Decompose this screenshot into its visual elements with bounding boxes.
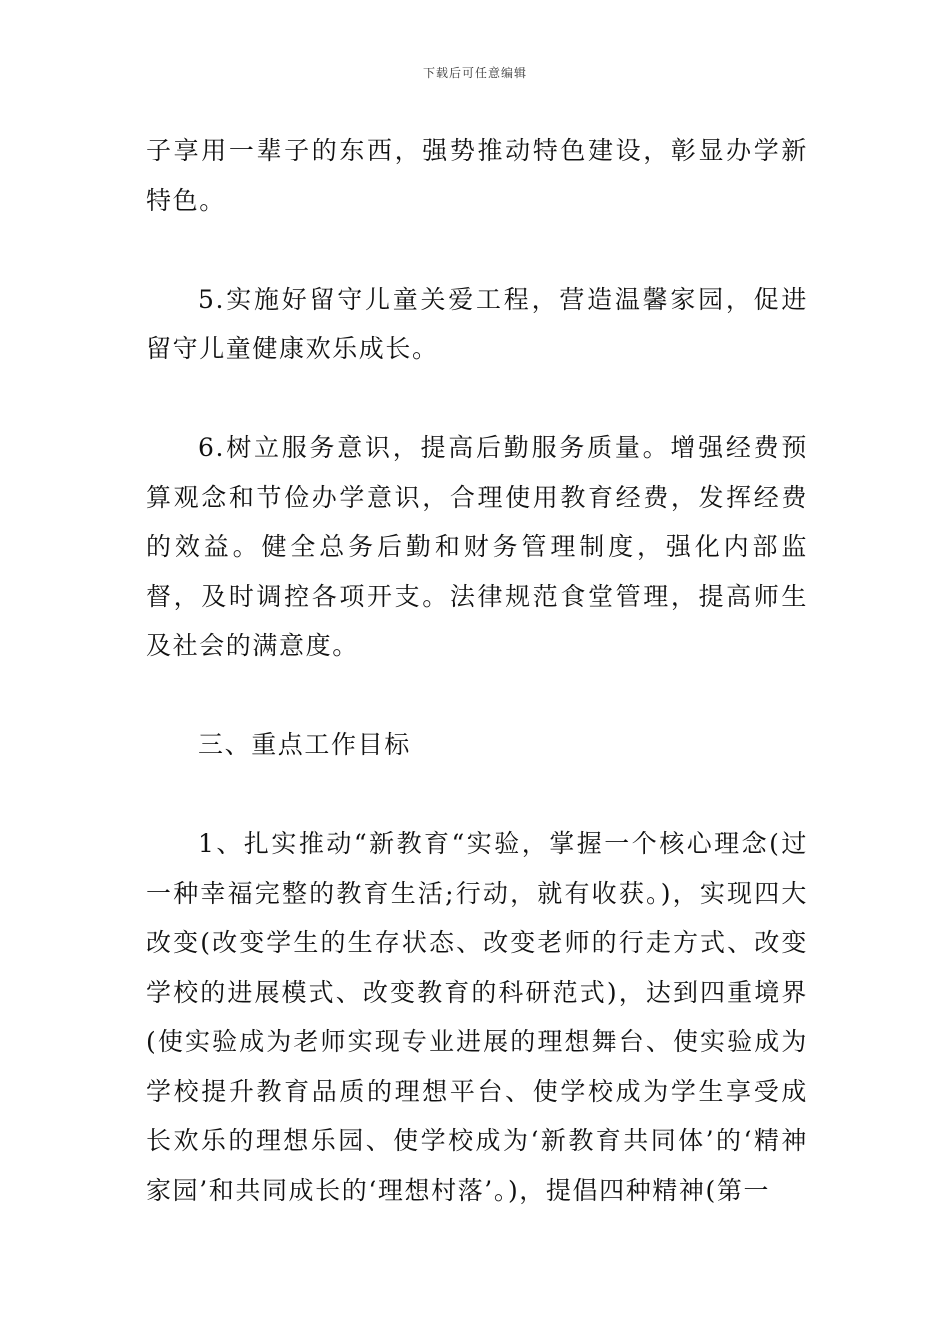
page-header-note: 下载后可任意编辑 [422, 66, 527, 80]
paragraph-item-5: 5.实施好留守儿童关爱工程，营造温馨家园，促进留守儿童健康欢乐成长。 [146, 284, 808, 363]
paragraph-item-6: 6.树立服务意识，提高后勤服务质量。增强经费预算观念和节俭办学意识，合理使用教育经费，发挥经费的效益。健全总务后勤和财务管理制度，强化内部监督，及时调控各项开支。法律规范食堂管理，提高师生及社会的满意度。 [146, 433, 808, 660]
paragraph-goal-1: 1、扎实推动“新教育“实验，掌握一个核心理念(过一种幸福完整的教育生活;行动，就有收获。)，实现四大改变(改变学生的生存状态、改变老师的行走方式、改变学校的进展模式、改变教育的科研范式)，达到四重境界(使实验成为老师实现专业进展的理想舞台、使实验成为学校提升教育品质的理想平台、使学校成为学生享受成长欢乐的理想乐园、使学校成为‘新教育共同体’的‘精神家园’和共同成长的‘理想村落’。)，提倡四种精神(第一 [146, 829, 808, 1205]
document-body [146, 126, 808, 1265]
paragraph-continuation: 子享用一辈子的东西，强势推动特色建设，彰显办学新特色。 [146, 136, 808, 215]
section-heading: 三、重点工作目标 [198, 730, 411, 759]
